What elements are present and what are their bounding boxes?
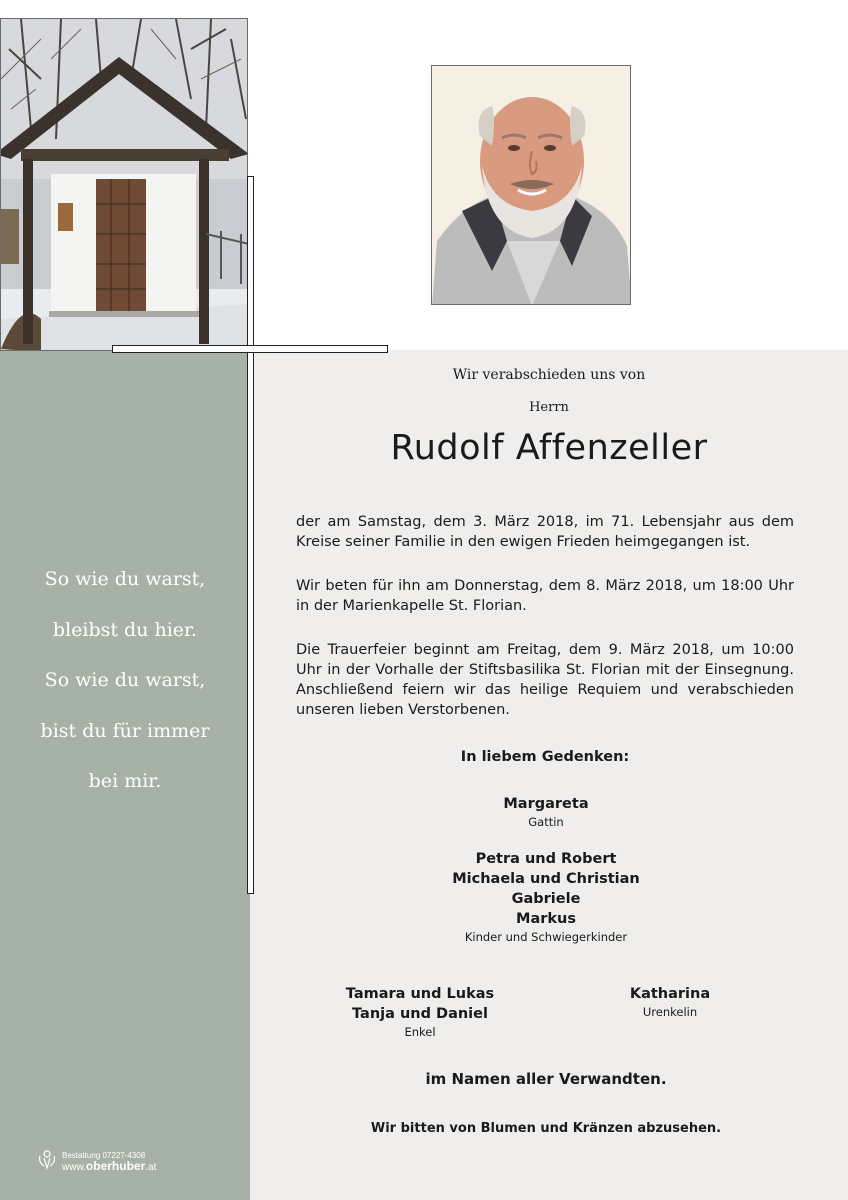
family-closing: im Namen aller Verwandten.: [425, 1070, 667, 1088]
mourner-name: Michaela und Christian: [452, 871, 640, 887]
deceased-name: Rudolf Affenzeller: [390, 428, 708, 468]
mourner-group-spouse: [250, 794, 842, 830]
funeral-service-paragraph: Die Trauerfeier beginnt am Freitag, dem 9. März 2018, um 10:00 Uhr in der Vorhalle der Stiftsbasilika St. Florian mit der Einsegnung. Anschließend feiern wir das heilige Requiem und verabschieden unseren lieben Verstorbenen.: [296, 642, 794, 718]
mourner-name: Tamara und Lukas: [345, 986, 495, 1002]
prayer-paragraph: Wir beten für ihn am Donnerstag, dem 8. März 2018, um 18:00 Uhr in der Marienkapelle St. Florian.: [296, 578, 794, 614]
mourner-name: Tanja und Daniel: [352, 1006, 488, 1022]
funeral-home-logo: [36, 1148, 156, 1174]
funeral-home-url: www.oberhuber.at: [62, 1158, 157, 1173]
poem: [0, 562, 250, 815]
poem-line: So wie du warst,: [44, 669, 206, 691]
mourner-relation: Urenkelin: [642, 1005, 698, 1019]
death-announcement-paragraph: der am Samstag, dem 3. März 2018, im 71. Lebensjahr aus dem Kreise seiner Familie in den ewigen Frieden heimgegangen ist.: [296, 514, 794, 550]
mourner-name: Petra und Robert: [475, 851, 617, 867]
mourner-relation: Kinder und Schwiegerkinder: [464, 930, 628, 944]
angel-icon: [36, 1148, 58, 1174]
poem-line: bist du für immer: [40, 719, 210, 742]
cross-horizontal-bar: [112, 345, 388, 353]
chapel-photo: [0, 18, 248, 351]
intro-text: Wir verabschieden uns von: [452, 367, 646, 383]
mourner-name: Gabriele: [511, 891, 581, 907]
mourner-relation: Gattin: [528, 815, 564, 829]
mourner-group-great-grandchild: [570, 984, 770, 1020]
portrait-photo: [431, 65, 631, 305]
mourner-name: Margareta: [503, 796, 589, 812]
memorial-heading: In liebem Gedenken:: [460, 749, 630, 765]
flowers-request: Wir bitten von Blumen und Kränzen abzusehen.: [370, 1121, 722, 1136]
mourner-name: Katharina: [629, 986, 711, 1002]
mourner-group-children: [250, 849, 842, 945]
mourner-name: Markus: [516, 911, 576, 927]
poem-line: bei mir.: [88, 770, 162, 792]
mourner-group-grandchildren: [300, 984, 540, 1040]
salutation: Herrn: [529, 400, 569, 415]
poem-line: bleibst du hier.: [52, 618, 198, 641]
poem-line: So wie du warst,: [44, 568, 206, 590]
mourner-relation: Enkel: [404, 1025, 436, 1039]
funeral-home-phone: Bestattung 07227-4308: [62, 1150, 146, 1160]
